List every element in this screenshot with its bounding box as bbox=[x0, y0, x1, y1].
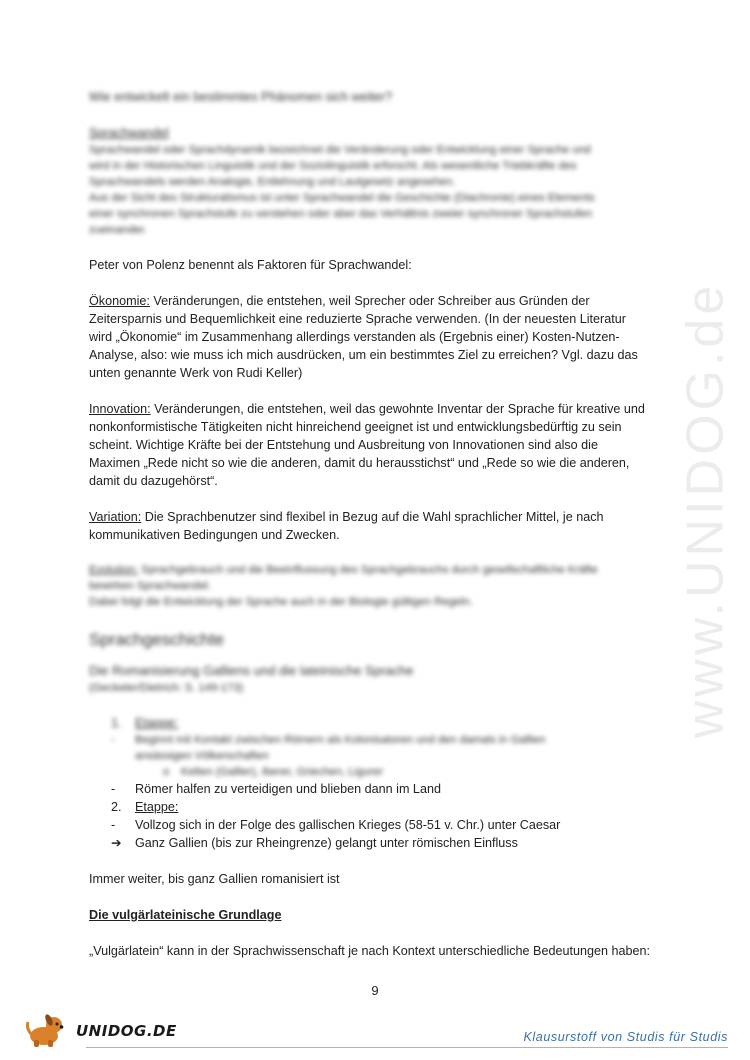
list-item bbox=[89, 816, 669, 834]
subheading: Die Romanisierung Galliens und die lateinische Sprache bbox=[89, 663, 414, 678]
watermark bbox=[660, 280, 750, 740]
list-item-text: Ganz Gallien (bis zur Rheingrenze) gelangt unter römischen Einfluss bbox=[135, 836, 518, 850]
oekonomie-line: Zeitersparnis und Bequemlichkeit eine reduzierte Sprache verwenden. (In der neuesten Literatur bbox=[89, 312, 626, 326]
sprachwandel-line: Aus der Sicht des Strukturalismus ist unter Sprachwandel die Geschichte (Diachronie) eines Elements bbox=[89, 192, 595, 204]
oekonomie-term: Ökonomie: bbox=[89, 294, 150, 308]
sprachwandel-line: wird in der Historischen Linguistik und der Soziolinguistik erforscht. Als wesentliche Triebkräfte des bbox=[89, 160, 577, 172]
circle-marker: o bbox=[163, 766, 170, 778]
oekonomie-line: wird „Ökonomie“ im Zusammenhang allerdings verstanden als (Ergebnis einer) Kosten-Nutzen- bbox=[89, 330, 620, 344]
list-item-text: Kelten (Gallier), Iberer, Griechen, Ligurer bbox=[181, 766, 384, 778]
innovation-paragraph bbox=[89, 400, 669, 490]
variation-paragraph bbox=[89, 508, 669, 544]
evolution-line: Dabei folgt die Entwicklung der Sprache auch in der Biologie gültigen Regeln. bbox=[89, 596, 473, 608]
question-line: Wie entwickelt ein bestimmtes Phänomen sich weiter? bbox=[89, 90, 393, 104]
oekonomie-paragraph bbox=[89, 292, 669, 382]
list-item bbox=[89, 764, 669, 780]
oekonomie-line: Veränderungen, die entstehen, weil Sprecher oder Schreiber aus Gründen der bbox=[149, 294, 590, 308]
list-item-text: ansässigen Völkerschaften bbox=[135, 750, 269, 762]
innovation-line: damit du dazugehörst“. bbox=[89, 474, 218, 488]
vulgar-text: „Vulgärlatein“ kann in der Sprachwissenschaft je nach Kontext unterschiedliche Bedeutungen haben: bbox=[89, 944, 651, 958]
evolution-term: Evolution: bbox=[89, 564, 139, 576]
footer-tagline: Klausurstoff von Studis für Studis bbox=[523, 1030, 728, 1044]
evolution-line: bewirken Sprachwandel. bbox=[89, 580, 211, 592]
dash-marker: - bbox=[111, 734, 115, 746]
page-number: 9 bbox=[371, 983, 379, 998]
evolution-paragraph bbox=[89, 562, 669, 610]
list-item bbox=[89, 748, 669, 764]
list-item bbox=[89, 798, 669, 816]
arrow-icon: ➔ bbox=[111, 836, 122, 850]
evolution-line: Sprachgebrauch und die Beeinflussung des Sprachgebrauchs durch gesellschaftliche Kräfte bbox=[138, 564, 598, 576]
sprachwandel-heading: Sprachwandel bbox=[89, 126, 169, 140]
dash-marker: - bbox=[111, 818, 116, 832]
variation-term: Variation: bbox=[89, 510, 142, 524]
vulgar-heading: Die vulgärlateinische Grundlage bbox=[89, 908, 282, 922]
list-item-text: Römer halfen zu verteidigen und blieben dann im Land bbox=[135, 782, 441, 796]
source-reference: (Geckeler/Dietrich: S. 149-173) bbox=[89, 682, 244, 694]
innovation-line: nonkonformistische Tätigkeiten nicht hinreichend geeignet ist und entwicklungsbedürftig zu sein bbox=[89, 420, 622, 434]
etappe-label: Etappe: bbox=[135, 716, 179, 730]
etappe-label: Etappe: bbox=[135, 800, 179, 814]
unidog-logo bbox=[24, 1012, 177, 1048]
watermark-text: www.UNIDOG.de bbox=[676, 281, 734, 739]
list-item bbox=[89, 714, 669, 732]
sprachwandel-line: Sprachwandels werden Analogie, Entlehnung und Lautgesetz angesehen. bbox=[89, 176, 456, 188]
list-item bbox=[89, 780, 669, 798]
page-content bbox=[89, 88, 669, 960]
list-item-text: Beginnt mit Kontakt zwischen Römern als Kolonisatoren und den damals in Gallien bbox=[135, 734, 546, 746]
innovation-line: Maximen „Rede nicht so wie die anderen, damit du herausstichst“ und „Rede so wie die anderen, bbox=[89, 456, 630, 470]
variation-line: Die Sprachbenutzer sind flexibel in Bezug auf die Wahl sprachlicher Mittel, je nach bbox=[141, 510, 604, 524]
list-marker: 2. bbox=[111, 800, 122, 814]
oekonomie-line: Analyse, also: wie muss ich mich ausdrücken, um ein bestimmtes Ziel zu erreichen? Vgl. dazu das bbox=[89, 348, 638, 362]
innovation-line: scheint. Wichtige Kräfte bei der Entstehung und Ausbreitung von Innovationen sind also die bbox=[89, 438, 598, 452]
footer-divider bbox=[86, 1047, 728, 1048]
innovation-line: Veränderungen, die entstehen, weil das gewohnte Inventar der Sprache für kreative und bbox=[150, 402, 645, 416]
dash-marker: - bbox=[111, 782, 116, 796]
logo-text: UNIDOG.DE bbox=[76, 1022, 177, 1040]
sprachwandel-line: Sprachwandel oder Sprachdynamik bezeichnet die Veränderung oder Entwicklung einer Sprache und bbox=[89, 144, 591, 156]
etappen-list bbox=[89, 714, 669, 852]
sprachwandel-line: einer synchronen Sprachstufe zu verstehen oder aber das Verhältnis zweier synchroner Sprachstufen bbox=[89, 208, 593, 220]
oekonomie-line: unten genannte Werk von Rudi Keller) bbox=[89, 366, 303, 380]
sprachwandel-line: zueinander. bbox=[89, 224, 147, 236]
list-item bbox=[89, 732, 669, 748]
variation-line: kommunikativen Bedingungen und Zwecken. bbox=[89, 528, 340, 542]
list-marker: 1. bbox=[111, 716, 122, 730]
innovation-term: Innovation: bbox=[89, 402, 151, 416]
list-item-text: Vollzog sich in der Folge des gallischen Krieges (58-51 v. Chr.) unter Caesar bbox=[135, 818, 561, 832]
conclusion-line: Immer weiter, bis ganz Gallien romanisiert ist bbox=[89, 872, 340, 886]
sprachwandel-paragraph bbox=[89, 142, 669, 238]
list-item bbox=[89, 834, 669, 852]
dog-logo-icon bbox=[24, 1012, 76, 1048]
polenz-intro: Peter von Polenz benennt als Faktoren für Sprachwandel: bbox=[89, 258, 412, 272]
section-heading: Sprachgeschichte bbox=[89, 630, 225, 649]
